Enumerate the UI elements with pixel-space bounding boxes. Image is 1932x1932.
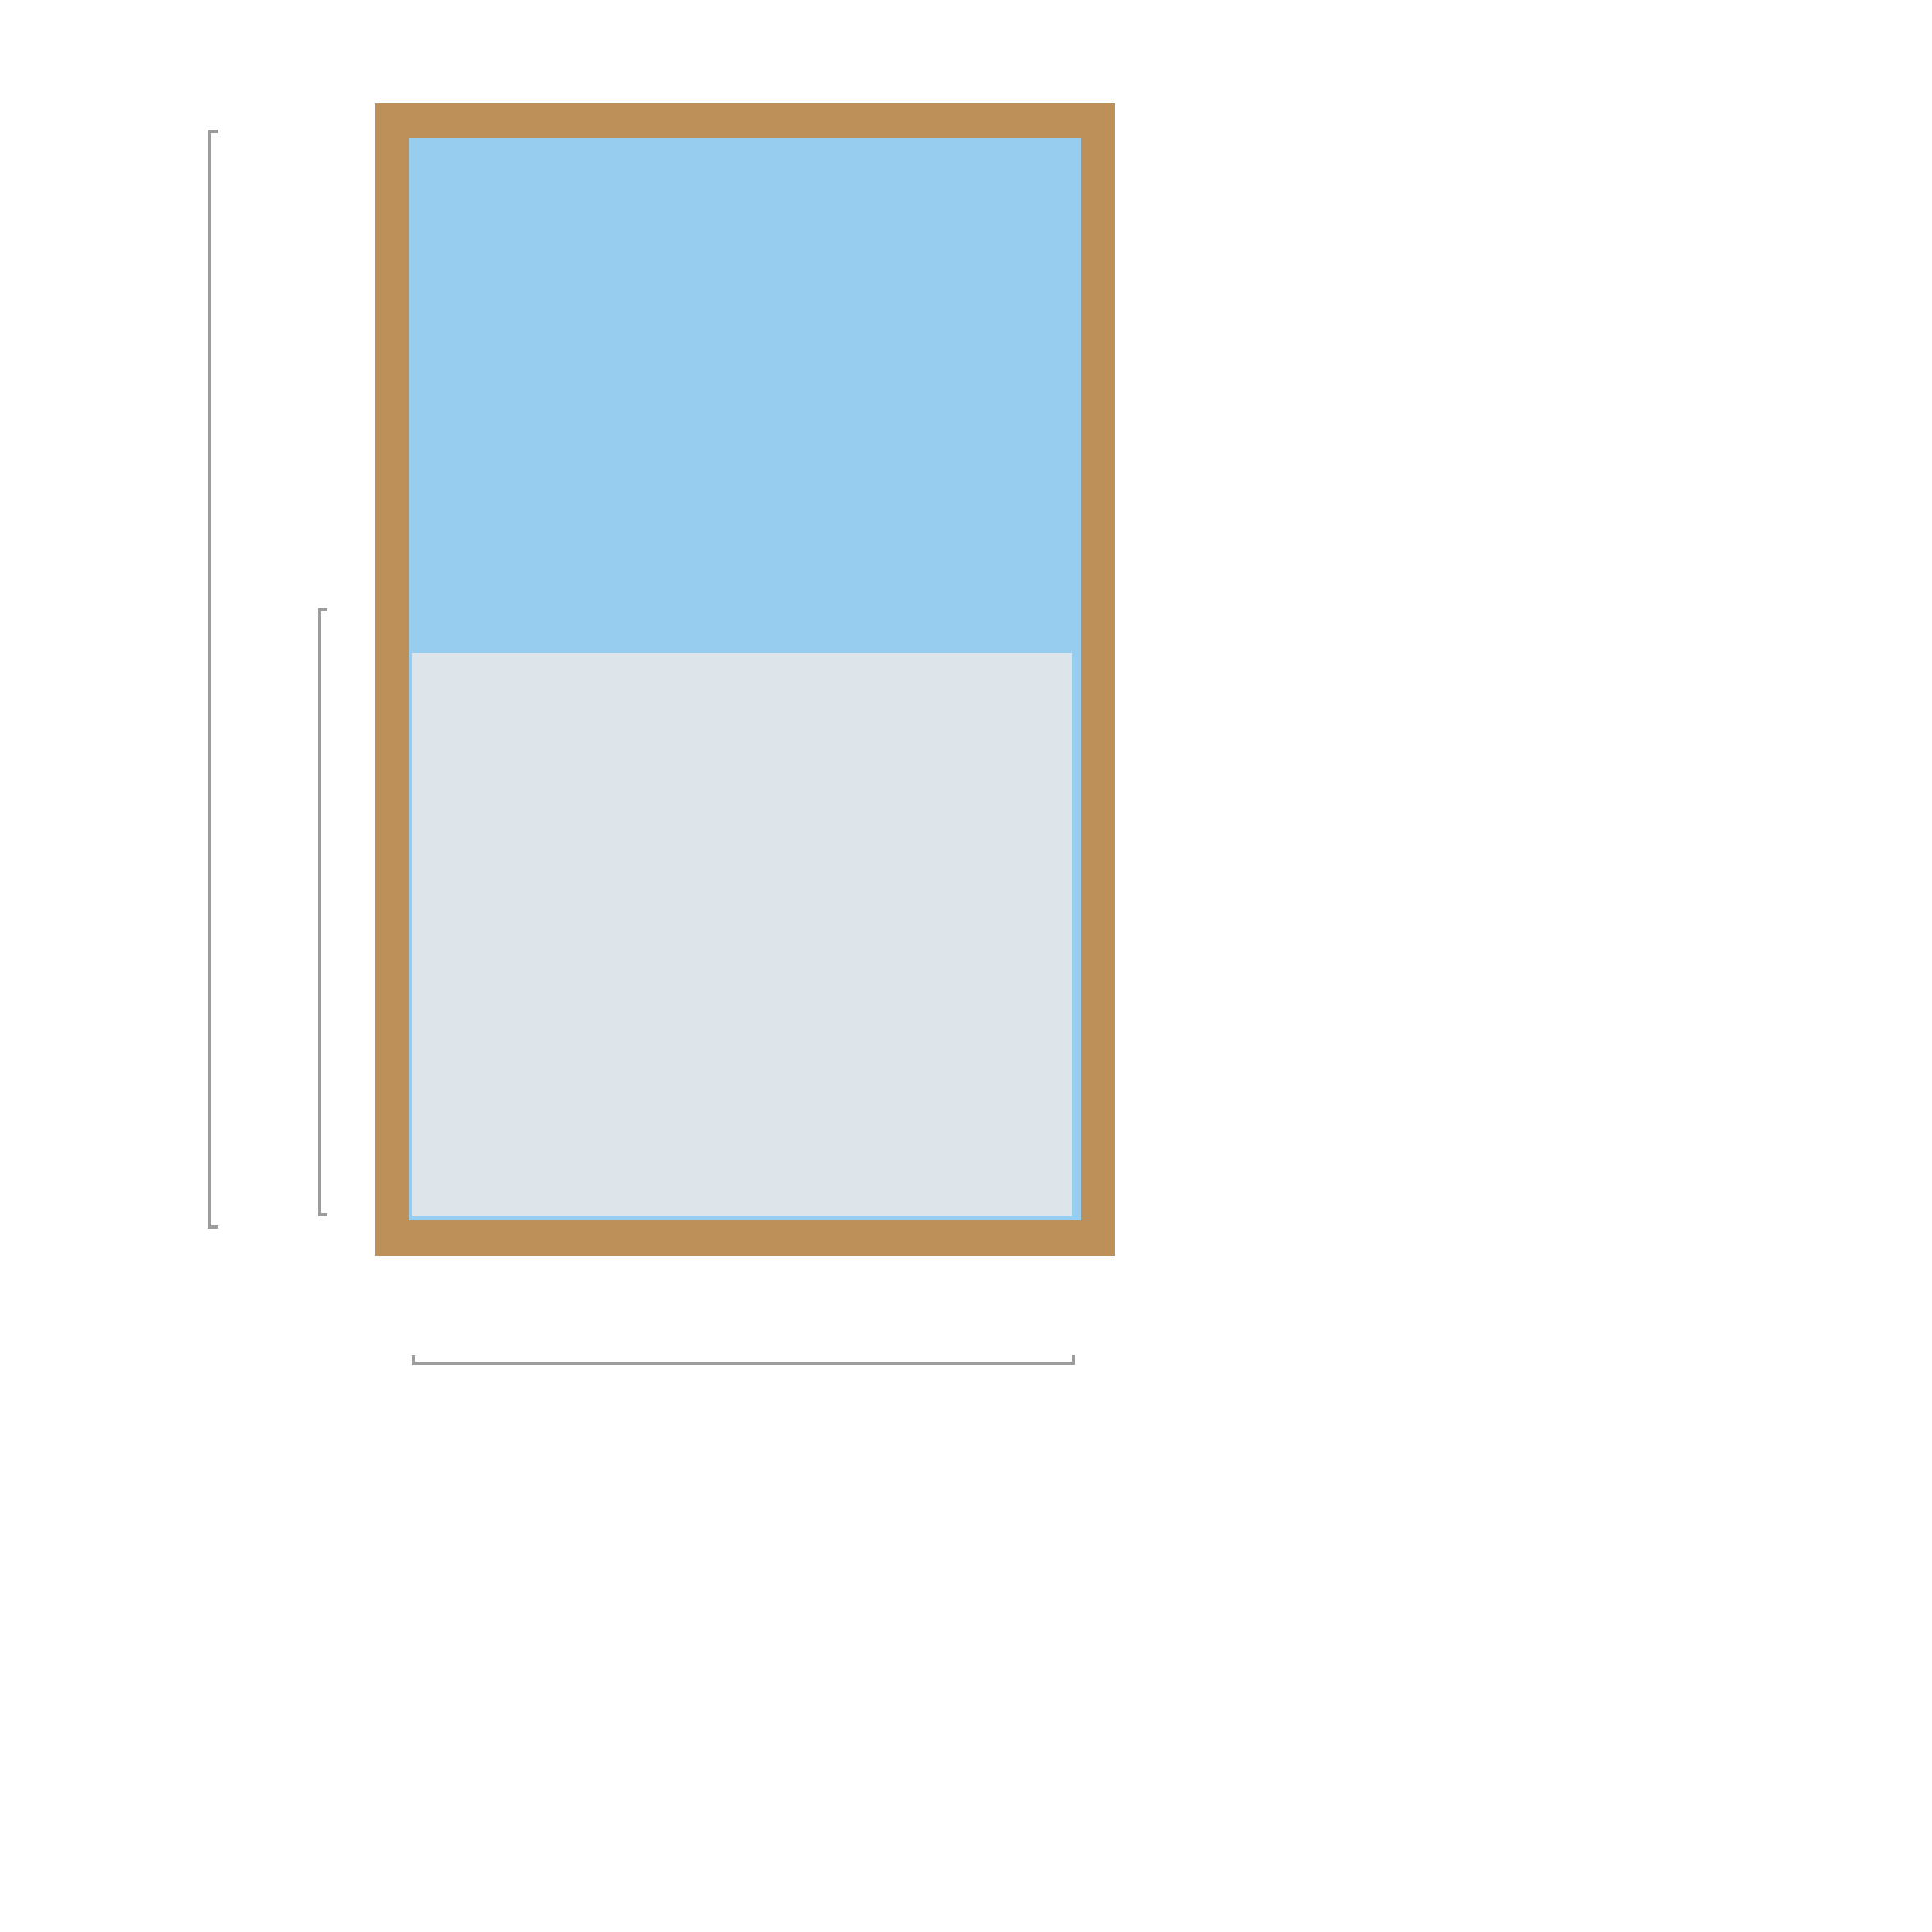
footer-text	[185, 1440, 1745, 1490]
window-decal	[412, 653, 1072, 1216]
size-table	[1238, 123, 1829, 176]
decal-width-dimension	[414, 1355, 1074, 1363]
window-height-dimension	[209, 131, 218, 1227]
decal-height-dimension	[319, 610, 327, 1215]
